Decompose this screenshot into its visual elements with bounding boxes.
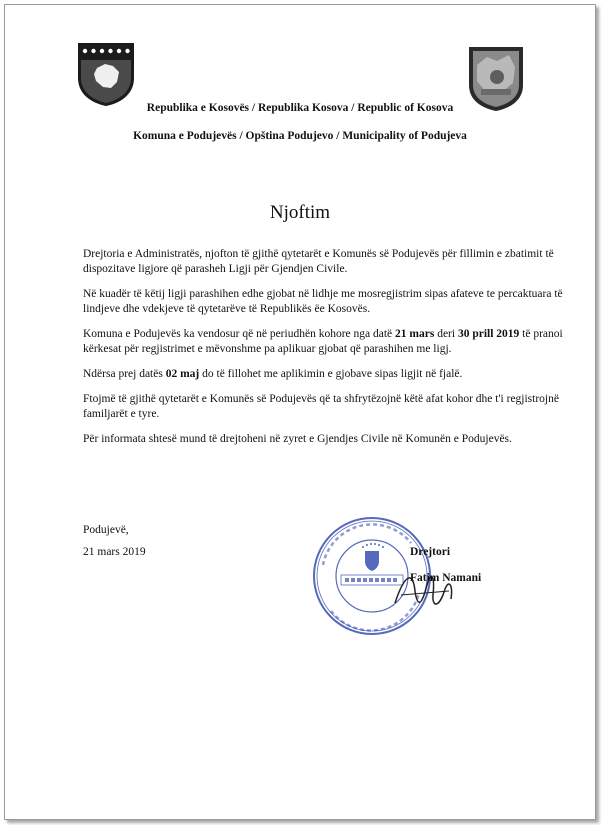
- date-label: 21 mars 2019: [83, 546, 146, 558]
- header-line-republic: Republika e Kosovës / Republika Kosova / Republic of Kosova: [146, 102, 454, 114]
- paragraph-1: Drejtoria e Administratës, njofton të gjithë qytetarët e Komunës së Podujevës për fillimin e zbatimit të dispozitave ligjore që parasheh Ligji për Gjendjen Civile.: [83, 248, 554, 275]
- paragraph-4-text: Ndërsa prej datës: [83, 368, 166, 380]
- paragraph-3-text: deri: [434, 328, 458, 340]
- document-page: [4, 4, 596, 820]
- fine-start-date: 02 maj: [165, 368, 200, 380]
- director-name: Fatim Namani: [410, 572, 482, 584]
- document-title: Njoftim: [269, 202, 331, 223]
- paragraph-6: Për informata shtesë mund të drejtoheni në zyret e Gjendjes Civile në Komunën e Podujevës.: [83, 433, 512, 445]
- paragraph-5: Ftojmë të gjithë qytetarët e Komunës së Podujevës që ta shfrytëzojnë këtë afat kohor dhe t'i regjistrojnë familjarët e tyre.: [83, 393, 559, 420]
- paragraph-3: [83, 327, 563, 357]
- document-body: [83, 247, 563, 457]
- kosovo-emblem-icon: [75, 40, 137, 108]
- paragraph-4-text: do të fillohet me aplikimin e gjobave sipas ligjit në fjalë.: [199, 368, 463, 380]
- start-date: 21 mars: [395, 328, 435, 340]
- paragraph-3-text: Komuna e Podujevës ka vendosur që në periudhën kohore nga datë: [83, 328, 396, 340]
- place-label: Podujevë,: [83, 524, 129, 536]
- header-line-municipality: Komuna e Podujevës / Opština Podujevo / Municipality of Podujeva: [133, 130, 467, 142]
- paragraph-3-text: të pranoi kërkesat për regjistrimet e mëvonshme pa aplikuar gjobat që parashihen me ligj.: [83, 328, 563, 355]
- director-title: Drejtori: [410, 546, 451, 558]
- paragraph-4: [83, 367, 563, 382]
- paragraph-2: Në kuadër të këtij ligji parashihen edhe gjobat në lidhje me mosregjistrim sipas afateve te percaktuara të lindjeve dhe vdekjeve të qytetarëve të Republikës ëe Kosovës.: [83, 288, 563, 315]
- end-date: 30 prill 2019: [457, 328, 520, 340]
